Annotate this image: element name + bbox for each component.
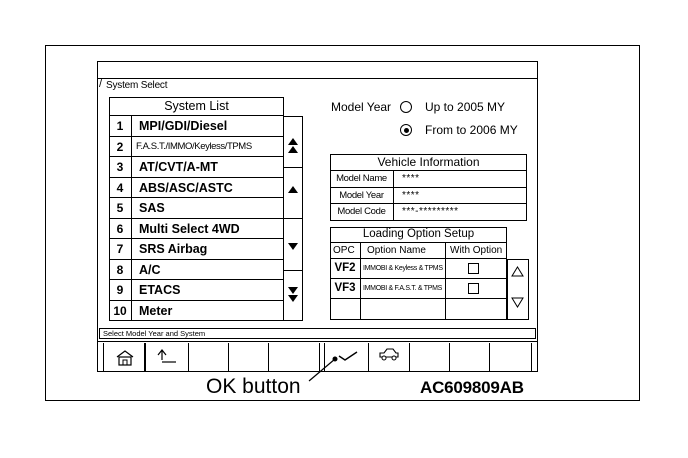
system-list-item[interactable] xyxy=(109,260,284,281)
ok-callout-line xyxy=(305,355,345,385)
item-number: 4 xyxy=(109,178,132,198)
system-list-item[interactable] xyxy=(109,137,284,158)
system-list-item[interactable] xyxy=(109,219,284,240)
toolbar-button-empty[interactable] xyxy=(228,343,268,371)
ok-button-callout-label: OK button xyxy=(206,375,301,398)
item-number: 1 xyxy=(109,116,132,136)
option-name: IMMOBI & F.A.S.T. & TPMS xyxy=(363,285,443,292)
toolbar-button-empty[interactable] xyxy=(188,343,228,371)
toolbar-top-border xyxy=(97,341,538,342)
item-number: 6 xyxy=(109,219,132,239)
item-number: 3 xyxy=(109,157,132,177)
with-option-checkbox[interactable] xyxy=(468,263,479,274)
window-title: System Select xyxy=(106,80,168,91)
vehicle-info-row xyxy=(330,204,527,221)
model-year-radio-2006[interactable] xyxy=(400,124,412,136)
model-year-option-label: From to 2006 MY xyxy=(425,123,518,137)
with-option-checkbox[interactable] xyxy=(468,283,479,294)
item-number: 9 xyxy=(109,280,132,300)
option-opc: VF3 xyxy=(334,282,356,294)
figure-code: AC609809AB xyxy=(420,378,524,397)
title-marker: / xyxy=(99,78,103,90)
loading-option-header: Loading Option Setup xyxy=(330,227,507,243)
page-down-icon[interactable] xyxy=(286,286,300,304)
toolbar-button-empty[interactable] xyxy=(489,343,532,371)
home-icon xyxy=(115,349,135,366)
loading-option-column-headers xyxy=(330,243,507,259)
status-bar: Select Model Year and System xyxy=(99,328,536,339)
item-label: SRS Airbag xyxy=(139,242,208,256)
option-row[interactable] xyxy=(330,259,507,279)
back-icon xyxy=(156,348,178,366)
system-list-item[interactable] xyxy=(109,116,284,137)
item-label: ETACS xyxy=(139,283,181,297)
vehicle-info-key: Model Name xyxy=(330,171,394,187)
scrollbar-divider xyxy=(283,167,303,168)
scroll-down-icon[interactable] xyxy=(286,242,300,252)
system-list-item[interactable] xyxy=(109,198,284,219)
system-list-item[interactable] xyxy=(109,157,284,178)
system-list-item[interactable] xyxy=(109,178,284,199)
item-label: ABS/ASC/ASTC xyxy=(139,180,233,195)
vehicle-info-value: **** xyxy=(402,189,420,201)
item-number: 2 xyxy=(109,137,132,157)
column-header-with-option: With Option xyxy=(450,245,503,256)
toolbar-button-empty[interactable] xyxy=(409,343,449,371)
vehicle-info-value: **** xyxy=(402,173,420,184)
vehicle-info-key: Model Year xyxy=(330,188,394,204)
item-label: Multi Select 4WD xyxy=(139,221,240,236)
item-label: AT/CVT/A-MT xyxy=(139,160,218,174)
scrollbar-divider xyxy=(283,270,303,271)
system-list-item[interactable] xyxy=(109,239,284,260)
column-header-option-name: Option Name xyxy=(367,245,426,256)
radio-selected-dot xyxy=(404,128,409,133)
option-opc: VF2 xyxy=(334,262,356,274)
column-header-opc: OPC xyxy=(333,245,355,256)
model-year-label: Model Year xyxy=(331,100,392,114)
item-label: MPI/GDI/Diesel xyxy=(139,119,228,133)
option-row[interactable] xyxy=(330,279,507,299)
system-list-item[interactable] xyxy=(109,280,284,301)
model-year-radio-2005[interactable] xyxy=(400,101,412,113)
option-name: IMMOBI & Keyless & TPMS xyxy=(363,265,443,272)
system-list-item[interactable] xyxy=(109,301,284,322)
item-number: 10 xyxy=(109,301,132,322)
vehicle-info-row xyxy=(330,188,527,205)
toolbar-button-empty[interactable] xyxy=(449,343,489,371)
item-number: 5 xyxy=(109,198,132,218)
item-label: F.A.S.T./IMMO/Keyless/TPMS xyxy=(136,140,252,152)
top-bar xyxy=(97,61,538,79)
option-scroll-up-icon[interactable] xyxy=(511,266,524,277)
vehicle-icon xyxy=(378,347,400,361)
item-number: 7 xyxy=(109,239,132,259)
scrollbar-divider xyxy=(283,218,303,219)
vehicle-info-row xyxy=(330,171,527,188)
item-label: A/C xyxy=(139,262,161,277)
vehicle-info-value: ***-********* xyxy=(402,206,459,217)
vehicle-info-key: Model Code xyxy=(330,204,394,221)
page-up-icon[interactable] xyxy=(286,137,300,155)
option-row[interactable] xyxy=(330,299,507,319)
item-label: SAS xyxy=(139,201,165,215)
vehicle-info-header: Vehicle Information xyxy=(330,154,527,171)
system-list-header: System List xyxy=(109,97,284,116)
item-label: Meter xyxy=(139,303,173,318)
scroll-up-icon[interactable] xyxy=(286,185,300,195)
option-scroll-down-icon[interactable] xyxy=(511,297,524,308)
model-year-option-label: Up to 2005 MY xyxy=(425,100,506,114)
item-number: 8 xyxy=(109,260,132,280)
